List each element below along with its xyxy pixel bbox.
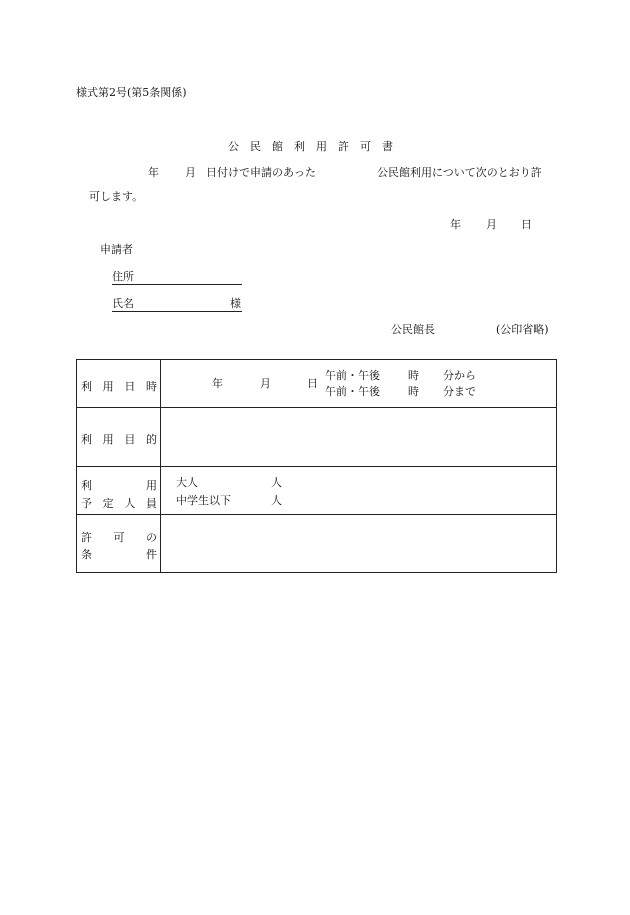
label-char: 利 bbox=[81, 380, 92, 393]
body-month: 月 bbox=[185, 166, 196, 179]
row-divider bbox=[77, 466, 556, 467]
date-month: 月 bbox=[486, 218, 497, 231]
start-hour: 時 bbox=[408, 369, 419, 382]
address-label: 住所 bbox=[112, 270, 134, 283]
title-char: 利 bbox=[294, 140, 305, 153]
label-char: 利 bbox=[81, 433, 92, 446]
label-char: 利 bbox=[81, 479, 92, 492]
form-number: 様式第2号(第5条関係) bbox=[76, 86, 187, 99]
body-dated-text: 日付けで申請のあった bbox=[206, 166, 316, 179]
start-ampm: 午前・午後 bbox=[325, 369, 380, 382]
label-char: 人 bbox=[124, 497, 136, 510]
seal-omitted-note: (公印省略) bbox=[496, 323, 549, 336]
label-char: 予 bbox=[81, 497, 92, 510]
date-year: 年 bbox=[450, 218, 461, 231]
end-hour: 時 bbox=[408, 385, 419, 398]
body-paragraph-line-1 bbox=[0, 167, 630, 181]
body-paragraph-line-2: 可します。 bbox=[89, 190, 144, 203]
adult-unit: 人 bbox=[271, 476, 282, 489]
label-char: 許 bbox=[81, 531, 92, 544]
usage-month: 月 bbox=[260, 377, 271, 390]
child-label: 中学生以下 bbox=[176, 494, 231, 507]
name-label: 氏名 bbox=[112, 297, 134, 310]
label-char: 目 bbox=[124, 433, 136, 446]
label-char: 的 bbox=[145, 433, 157, 446]
conditions-label-bottom bbox=[81, 546, 157, 562]
label-char: 定 bbox=[102, 497, 114, 510]
title-char: 公 bbox=[228, 140, 239, 153]
attendees-label-top bbox=[81, 477, 157, 493]
address-underline bbox=[112, 284, 242, 285]
director-title: 公民館長 bbox=[391, 323, 435, 336]
label-char: 可 bbox=[113, 531, 125, 544]
label-char: 日 bbox=[124, 380, 136, 393]
title-char: 館 bbox=[272, 140, 283, 153]
row-divider bbox=[77, 514, 556, 515]
label-char: 時 bbox=[145, 380, 157, 393]
usage-year: 年 bbox=[212, 377, 223, 390]
label-char: 用 bbox=[102, 380, 114, 393]
name-honorific: 様 bbox=[230, 297, 241, 310]
name-underline bbox=[112, 311, 242, 312]
label-char: 用 bbox=[146, 479, 157, 492]
title-char: 書 bbox=[382, 140, 393, 153]
usage-datetime-label bbox=[81, 378, 157, 394]
label-char: 件 bbox=[146, 548, 157, 561]
usage-purpose-label bbox=[81, 431, 157, 447]
usage-day: 日 bbox=[307, 377, 318, 390]
document-title bbox=[228, 141, 393, 152]
issue-date bbox=[0, 219, 630, 233]
title-char: 可 bbox=[360, 140, 371, 153]
title-char: 用 bbox=[316, 140, 327, 153]
end-minute: 分まで bbox=[443, 385, 476, 398]
date-day: 日 bbox=[521, 218, 532, 231]
body-year: 年 bbox=[148, 166, 159, 179]
attendees-label-bottom bbox=[81, 495, 157, 511]
title-char: 許 bbox=[338, 140, 349, 153]
start-minute: 分から bbox=[443, 369, 476, 382]
end-ampm: 午前・午後 bbox=[325, 385, 380, 398]
child-unit: 人 bbox=[271, 494, 282, 507]
row-divider bbox=[77, 407, 556, 408]
label-char: 用 bbox=[102, 433, 114, 446]
applicant-label: 申請者 bbox=[100, 243, 133, 256]
label-char: の bbox=[146, 531, 157, 544]
conditions-label-top bbox=[81, 529, 157, 545]
label-char: 条 bbox=[81, 548, 92, 561]
title-char: 民 bbox=[250, 140, 261, 153]
permit-table bbox=[76, 359, 557, 573]
label-char: 員 bbox=[145, 497, 157, 510]
body-hall-text: 公民館利用について次のとおり許 bbox=[377, 166, 542, 179]
adult-label: 大人 bbox=[176, 476, 198, 489]
